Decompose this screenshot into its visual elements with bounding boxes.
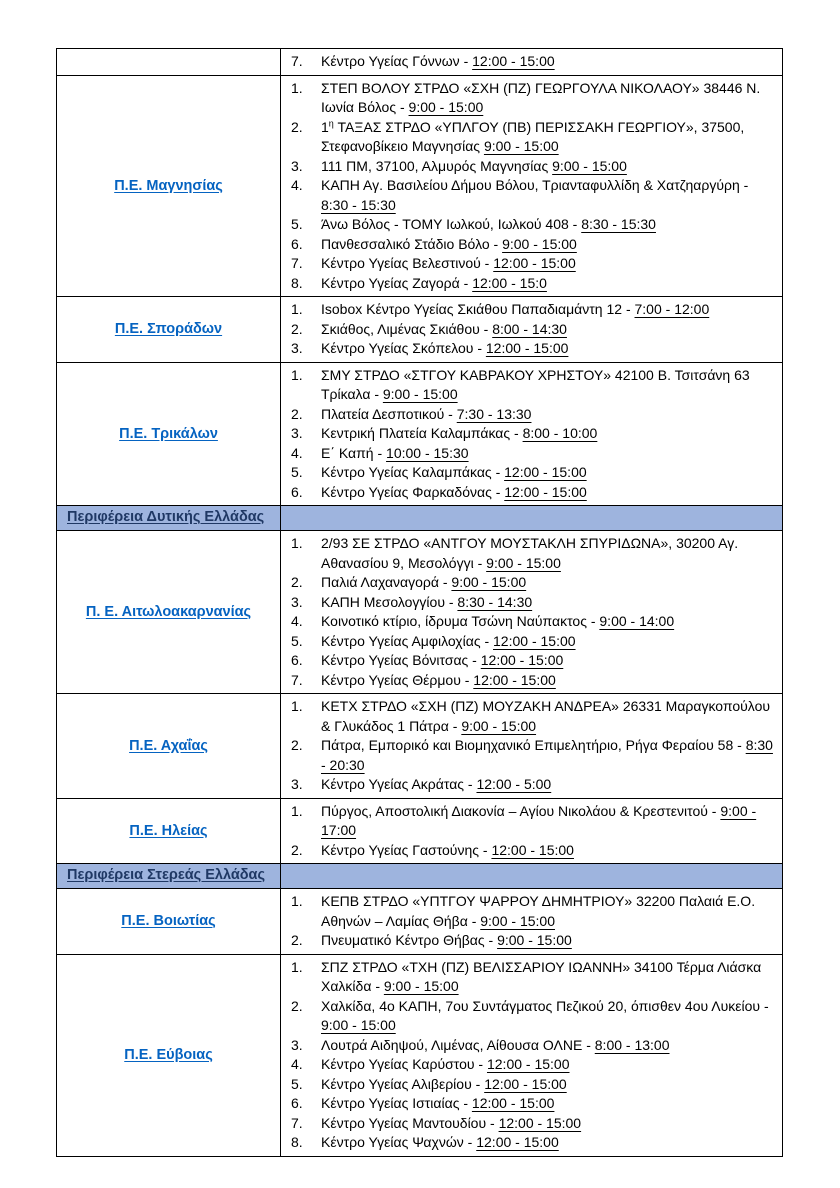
list-item-text-part: η	[328, 117, 334, 128]
list-item-number: 4.	[291, 1056, 303, 1072]
location-list-item	[291, 157, 774, 177]
opening-hours: 12:00 - 15:00	[493, 632, 576, 649]
location-list-item	[291, 736, 774, 775]
opening-hours: 9:00 - 15:00	[451, 574, 527, 590]
list-item-text	[321, 697, 774, 736]
list-item-text	[321, 176, 774, 215]
area-row	[57, 889, 783, 955]
region-header-label: Περιφέρεια Δυτικής Ελλάδας	[67, 509, 265, 525]
opening-hours: 12:00 - 15:00	[473, 671, 556, 688]
area-row	[57, 954, 783, 1156]
list-item-number: 4.	[291, 177, 303, 193]
location-name: ΣΠΖ ΣΤΡΔΟ «ΤΧΗ (ΠΖ) ΒΕΛΙΣΣΑΡΙΟΥ ΙΩΑΝΝΗ» 34100 Τέρμα Λιάσκα Χαλκίδα -	[321, 958, 762, 994]
location-name: 111 ΠΜ, 37100, Αλμυρός Μαγνησίας	[321, 157, 553, 174]
location-name: Κέντρο Υγείας Ακράτας -	[321, 776, 477, 792]
location-list-item	[291, 958, 774, 997]
opening-hours: 9:00 - 15:00	[461, 717, 537, 734]
location-list-item	[291, 339, 774, 359]
location-name: Χαλκίδα, 4ο ΚΑΠΗ, 7ου Συντάγματος Πεζικού 20, όπισθεν 4ου Λυκείου -	[321, 997, 769, 1014]
location-list-item	[291, 1114, 774, 1134]
list-item-text	[321, 736, 774, 775]
list-item-text	[321, 671, 774, 691]
location-list-item	[291, 612, 774, 632]
location-name: Κέντρο Υγείας Ψαχνών -	[321, 1134, 477, 1150]
location-name: Άνω Βόλος - ΤΟΜΥ Ιωλκού, Ιωλκού 408 -	[321, 216, 582, 232]
locations-cell	[281, 798, 783, 864]
list-item-number: 7.	[291, 671, 303, 688]
area-row	[57, 362, 783, 506]
list-item-text	[321, 534, 774, 573]
area-row	[57, 798, 783, 864]
opening-hours: 7:00 - 12:00	[634, 301, 710, 317]
area-name-link[interactable]: Π.Ε. Τρικάλων	[119, 425, 218, 442]
location-name: Κέντρο Υγείας Ιστιαίας -	[321, 1095, 472, 1111]
opening-hours: 9:00 - 15:00	[383, 978, 459, 994]
list-item-number: 7.	[291, 53, 303, 69]
location-name: ΚΕΤΧ ΣΤΡΔΟ «ΣΧΗ (ΠΖ) ΜΟΥΖΑΚΗ ΑΝΔΡΕΑ» 26331 Μαραγκοπούλου & Γλυκάδος 1 Πάτρα -	[321, 698, 771, 734]
location-name: Κέντρο Υγείας Θέρμου -	[321, 671, 474, 688]
location-list-item	[291, 1075, 774, 1095]
opening-hours: 9:00 - 15:00	[502, 235, 577, 252]
location-name: Κέντρο Υγείας Καρύστου -	[321, 1056, 487, 1072]
list-item-text	[321, 118, 774, 157]
area-name-cell	[57, 954, 281, 1156]
location-list-item	[291, 651, 774, 671]
location-list-item	[291, 671, 774, 691]
location-name: Κέντρο Υγείας Καλαμπάκας -	[321, 464, 505, 480]
list-item-number: 2.	[291, 932, 303, 948]
list-item-number: 3.	[291, 1036, 303, 1053]
list-item-text	[321, 405, 774, 425]
location-list-item	[291, 118, 774, 157]
location-list-item	[291, 176, 774, 215]
area-name-link[interactable]: Π.Ε. Σποράδων	[114, 321, 223, 338]
list-item-number: 6.	[291, 483, 303, 500]
list-item-text	[321, 463, 774, 483]
list-item-number: 1.	[291, 366, 303, 383]
location-name: Ε΄ Καπή -	[321, 444, 387, 461]
list-item-number: 6.	[291, 1095, 303, 1111]
location-name: Πλατεία Δεσποτικού -	[321, 405, 457, 422]
location-name: Κέντρο Υγείας Βόνιτσας -	[321, 652, 481, 668]
location-list-item	[291, 463, 774, 483]
opening-hours: 12:00 - 15:00	[504, 483, 587, 500]
location-name: Isobox Κέντρο Υγείας Σκιάθου Παπαδιαμάντη 12 -	[321, 301, 635, 317]
opening-hours: 9:00 - 15:00	[408, 99, 484, 115]
list-item-text	[321, 1094, 774, 1114]
location-list-item	[291, 79, 774, 118]
region-header-cell	[57, 864, 281, 889]
list-item-text	[321, 1036, 774, 1056]
location-list-item	[291, 254, 774, 274]
opening-hours: 8:00 - 13:00	[594, 1036, 670, 1053]
location-name: Πανθεσσαλικό Στάδιο Βόλο -	[321, 235, 503, 252]
area-row	[57, 297, 783, 363]
opening-hours: 7:30 - 13:30	[456, 405, 532, 422]
location-list-item	[291, 775, 774, 795]
locations-cell	[281, 362, 783, 506]
list-item-text-part: 1	[321, 118, 329, 135]
list-item-text	[321, 958, 774, 997]
area-row	[57, 49, 783, 76]
opening-hours: 12:00 - 15:00	[491, 841, 574, 858]
list-item-number: 5.	[291, 216, 303, 232]
opening-hours: 12:00 - 15:00	[504, 464, 587, 480]
location-list-item	[291, 697, 774, 736]
region-header-spacer-cell	[281, 864, 783, 889]
list-item-text	[321, 1114, 774, 1134]
area-name-cell	[57, 297, 281, 363]
list-item-text	[321, 444, 774, 464]
opening-hours: 8:00 - 14:30	[492, 320, 567, 337]
opening-hours: 12:00 - 15:00	[493, 255, 576, 271]
list-item-text	[321, 612, 774, 632]
list-item-number: 2.	[291, 574, 303, 590]
opening-hours: 12:00 - 15:00	[498, 1114, 582, 1131]
list-item-number: 1.	[291, 79, 303, 96]
list-item-text	[321, 1075, 774, 1095]
list-item-number: 7.	[291, 255, 303, 271]
opening-hours: 8:00 - 10:00	[522, 425, 598, 441]
location-list-item	[291, 997, 774, 1036]
location-name: Κέντρο Υγείας Φαρκαδόνας -	[321, 483, 505, 500]
opening-hours: 9:00 - 17:00	[321, 802, 757, 838]
list-item-number: 2.	[291, 737, 303, 753]
area-name-cell	[57, 694, 281, 799]
region-header-row	[57, 864, 783, 889]
area-name-cell	[57, 49, 281, 76]
list-item-text	[321, 52, 774, 72]
area-name-cell	[57, 531, 281, 694]
list-item-number: 2.	[291, 320, 303, 337]
opening-hours: 9:00 - 15:00	[497, 932, 572, 948]
location-list-item	[291, 52, 774, 72]
opening-hours: 8:30 - 20:30	[321, 737, 773, 773]
list-item-text	[321, 931, 774, 951]
area-name-cell	[57, 75, 281, 297]
location-list-item	[291, 1133, 774, 1153]
list-item-number: 3.	[291, 593, 303, 610]
area-name-link[interactable]: Π.Ε. Βοιωτίας	[121, 913, 216, 930]
list-item-number: 1.	[291, 698, 303, 714]
locations-cell	[281, 694, 783, 799]
area-name-link[interactable]: Π.Ε. Μαγνησίας	[114, 177, 223, 194]
location-name: Σκιάθος, Λιμένας Σκιάθου -	[321, 320, 493, 337]
location-name: Πάτρα, Εμπορικό και Βιομηχανικό Επιμελητήριο, Ρήγα Φεραίου 58 -	[321, 737, 746, 753]
location-list-item	[291, 483, 774, 503]
location-list-item	[291, 593, 774, 613]
location-name: Κεντρική Πλατεία Καλαμπάκας -	[321, 425, 523, 441]
opening-hours: 10:00 - 15:30	[386, 444, 469, 461]
location-name: ΚΑΠΗ Μεσολογγίου -	[321, 593, 458, 610]
locations-cell	[281, 889, 783, 955]
location-name: Κέντρο Υγείας Μαντουδίου -	[321, 1114, 499, 1131]
opening-hours: 12:00 - 15:00	[472, 53, 555, 69]
area-name-cell	[57, 362, 281, 506]
location-list-item	[291, 1094, 774, 1114]
list-item-number: 2.	[291, 997, 303, 1014]
opening-hours: 12:00 - 15:00	[476, 1134, 559, 1150]
location-list-item	[291, 1036, 774, 1056]
location-list-item	[291, 573, 774, 593]
location-list-item	[291, 1055, 774, 1075]
opening-hours: 9:00 - 15:00	[486, 554, 561, 571]
location-list-item	[291, 366, 774, 405]
area-row	[57, 75, 783, 297]
list-item-text	[321, 339, 774, 359]
location-name: ΣΤΕΠ ΒΟΛΟΥ ΣΤΡΔΟ «ΣΧΗ (ΠΖ) ΓΕΩΡΓΟΥΛΑ ΝΙΚΟΛΑΟΥ» 38446 Ν. Ιωνία Βόλος -	[321, 79, 761, 115]
list-item-text	[321, 79, 774, 118]
opening-hours: 9:00 - 15:00	[480, 912, 555, 929]
list-item-text	[321, 1055, 774, 1075]
locations-cell	[281, 954, 783, 1156]
locations-cell	[281, 531, 783, 694]
area-name-link[interactable]: Π.Ε. Εύβοιας	[124, 1047, 213, 1063]
area-row	[57, 531, 783, 694]
list-item-text	[321, 841, 774, 861]
locations-cell	[281, 297, 783, 363]
list-item-text	[321, 274, 774, 294]
area-row	[57, 694, 783, 799]
list-item-text	[321, 593, 774, 613]
area-name-link[interactable]: Π.Ε. Ηλείας	[129, 822, 208, 839]
list-item-number: 2.	[291, 405, 303, 422]
location-name: ΚΕΠΒ ΣΤΡΔΟ «ΥΠΤΓΟΥ ΨΑΡΡΟΥ ΔΗΜΗΤΡΙΟΥ» 32200 Παλαιά Ε.Ο. Αθηνών – Λαμίας Θήβα -	[321, 893, 756, 929]
list-item-number: 6.	[291, 235, 303, 252]
area-name-link[interactable]: Π.Ε. Αχαΐας	[129, 737, 208, 754]
opening-hours: 9:00 - 15:00	[552, 157, 627, 174]
list-item-text	[321, 1133, 774, 1153]
location-name: Κέντρο Υγείας Αλιβερίου -	[321, 1075, 485, 1092]
list-item-number: 4.	[291, 444, 303, 461]
opening-hours: 9:00 - 14:00	[599, 613, 675, 629]
opening-hours: 12:00 - 15:00	[485, 340, 569, 356]
location-list-item	[291, 841, 774, 861]
location-name: Κοινοτικό κτίριο, ίδρυμα Τσώνη Ναύπακτος -	[321, 613, 600, 629]
list-item-text	[321, 300, 774, 320]
location-list-item	[291, 300, 774, 320]
list-item-number: 5.	[291, 1075, 303, 1092]
location-name: Πύργος, Αποστολική Διακονία – Αγίου Νικολάου & Κρεστενιτού -	[321, 802, 721, 819]
list-item-text	[321, 157, 774, 177]
location-list-item	[291, 444, 774, 464]
list-item-number: 8.	[291, 1134, 303, 1150]
location-name: Λουτρά Αιδηψού, Λιμένας, Αίθουσα ΟΛΝΕ -	[321, 1036, 595, 1053]
list-item-text-part: ΤΑΞΑΣ ΣΤΡΔΟ «ΥΠΛΓΟΥ (ΠΒ) ΠΕΡΙΣΣΑΚΗ ΓΕΩΡΓΙΟΥ», 37500, Στεφανοβίκειο Μαγνησίας	[321, 118, 745, 154]
schedule-table	[56, 48, 783, 1157]
opening-hours: 12:00 - 15:0	[472, 274, 547, 291]
list-item-number: 3.	[291, 425, 303, 441]
locations-cell	[281, 75, 783, 297]
list-item-text	[321, 483, 774, 503]
location-name: Κέντρο Υγείας Σκόπελου -	[321, 340, 486, 356]
region-header-row	[57, 506, 783, 531]
list-item-number: 3.	[291, 776, 303, 792]
location-list-item	[291, 405, 774, 425]
location-name: Κέντρο Υγείας Ζαγορά -	[321, 274, 473, 291]
list-item-text	[321, 775, 774, 795]
opening-hours: 9:00 - 15:00	[321, 1017, 396, 1033]
location-list-item	[291, 534, 774, 573]
opening-hours: 8:30 - 15:30	[581, 216, 656, 232]
opening-hours: 8:30 - 14:30	[457, 593, 533, 610]
region-header-spacer-cell	[281, 506, 783, 531]
list-item-number: 5.	[291, 632, 303, 649]
list-item-number: 6.	[291, 652, 303, 668]
location-name: Κέντρο Υγείας Γαστούνης -	[321, 841, 492, 858]
locations-cell	[281, 49, 783, 76]
location-name: ΚΑΠΗ Αγ. Βασιλείου Δήμου Βόλου, Τριανταφυλλίδη & Χατζηαργύρη -	[321, 177, 749, 193]
list-item-text	[321, 424, 774, 444]
list-item-number: 3.	[291, 157, 303, 174]
opening-hours: 12:00 - 15:00	[484, 1075, 567, 1092]
location-list-item	[291, 931, 774, 951]
region-header-cell	[57, 506, 281, 531]
list-item-number: 3.	[291, 340, 303, 356]
list-item-text	[321, 254, 774, 274]
location-name: Κέντρο Υγείας Βελεστινού -	[321, 255, 494, 271]
list-item-number: 7.	[291, 1114, 303, 1131]
list-item-number: 1.	[291, 301, 303, 317]
list-item-number: 4.	[291, 613, 303, 629]
list-item-text	[321, 802, 774, 841]
list-item-number: 2.	[291, 841, 303, 858]
location-list-item	[291, 424, 774, 444]
list-item-number: 2.	[291, 118, 303, 135]
location-list-item	[291, 320, 774, 340]
region-header-label: Περιφέρεια Στερεάς Ελλάδας	[67, 867, 266, 883]
opening-hours: 8:30 - 15:30	[321, 196, 396, 213]
opening-hours: 9:00 - 15:00	[483, 138, 559, 154]
area-name-cell	[57, 798, 281, 864]
schedule-table-body	[57, 49, 783, 1157]
opening-hours: 12:00 - 15:00	[471, 1095, 555, 1111]
area-name-link[interactable]: Π. Ε. Αιτωλοακαρνανίας	[85, 604, 252, 620]
location-list-item	[291, 215, 774, 235]
list-item-text	[321, 366, 774, 405]
opening-hours: 9:00 - 15:00	[382, 386, 458, 402]
opening-hours: 12:00 - 15:00	[480, 652, 564, 668]
list-item-text	[321, 235, 774, 255]
location-name: Κέντρο Υγείας Αμφιλοχίας -	[321, 632, 494, 649]
list-item-text	[321, 632, 774, 652]
list-item-number: 1.	[291, 958, 303, 975]
location-list-item	[291, 802, 774, 841]
list-item-number: 8.	[291, 274, 303, 291]
list-item-text	[321, 892, 774, 931]
list-item-text	[321, 320, 774, 340]
list-item-number: 1.	[291, 802, 303, 819]
list-item-text	[321, 215, 774, 235]
location-name: Παλιά Λαχαναγορά -	[321, 574, 452, 590]
list-item-number: 1.	[291, 535, 303, 551]
location-list-item	[291, 632, 774, 652]
list-item-text	[321, 997, 774, 1036]
list-item-number: 1.	[291, 893, 303, 909]
opening-hours: 12:00 - 5:00	[476, 776, 552, 792]
area-name-cell	[57, 889, 281, 955]
list-item-text	[321, 651, 774, 671]
location-list-item	[291, 892, 774, 931]
list-item-number: 5.	[291, 464, 303, 480]
location-name: Κέντρο Υγείας Γόννων -	[321, 53, 473, 69]
location-name: 2/93 ΣΕ ΣΤΡΔΟ «ΑΝΤΓΟΥ ΜΟΥΣΤΑΚΛΗ ΣΠΥΡΙΔΩΝΑ», 30200 Αγ. Αθανασίου 9, Μεσολόγγι -	[321, 535, 739, 571]
location-list-item	[291, 274, 774, 294]
location-name: ΣΜΥ ΣΤΡΔΟ «ΣΤΓΟΥ ΚΑΒΡΑΚΟΥ ΧΡΗΣΤΟΥ» 42100 Β. Τσιτσάνη 63 Τρίκαλα -	[321, 366, 750, 402]
list-item-text	[321, 573, 774, 593]
location-name: Πνευματικό Κέντρο Θήβας -	[321, 932, 498, 948]
opening-hours: 12:00 - 15:00	[486, 1056, 570, 1072]
location-list-item	[291, 235, 774, 255]
